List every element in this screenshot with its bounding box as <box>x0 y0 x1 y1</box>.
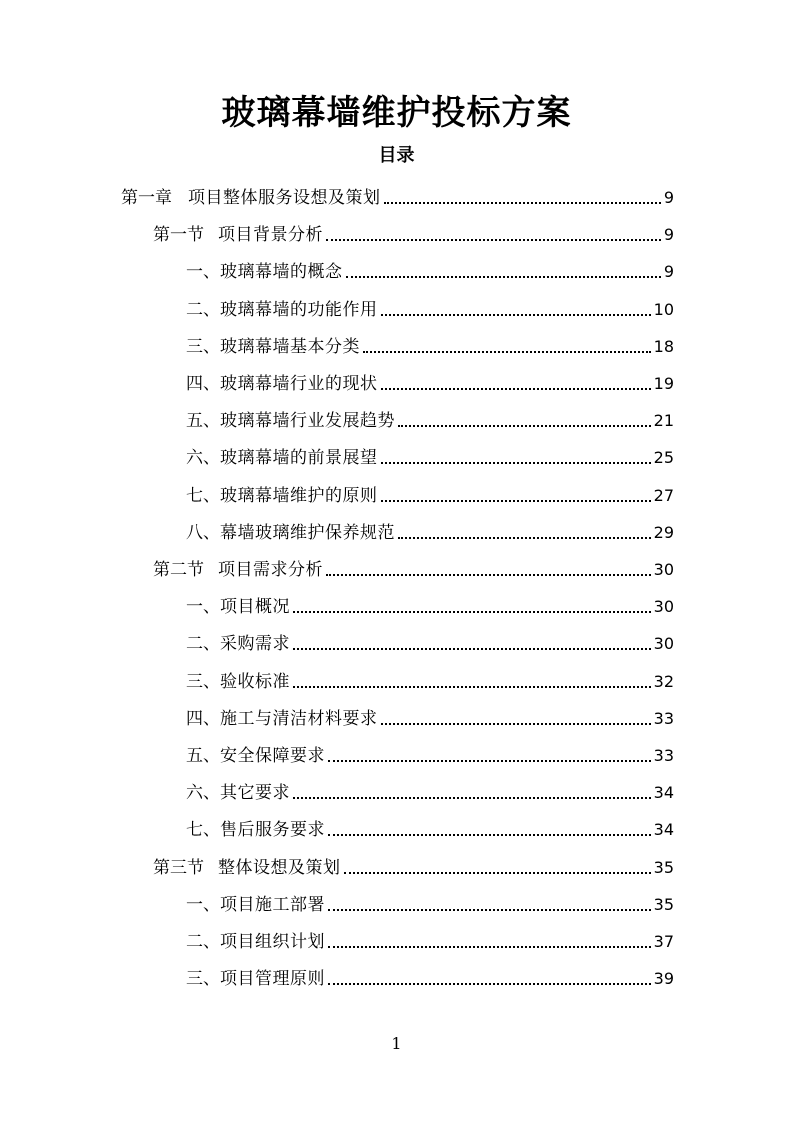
toc-entry-title: 验收标准 <box>220 671 290 692</box>
toc-entry-number: 二、 <box>186 299 220 320</box>
toc-entry-number: 四、 <box>186 708 220 729</box>
toc-entry[interactable] <box>186 594 674 620</box>
toc-dot-leader <box>381 388 651 390</box>
document-title: 玻璃幕墙维护投标方案 <box>221 93 572 133</box>
toc-entry-page: 9 <box>663 188 674 207</box>
toc-entry-title: 项目背景分析 <box>218 225 323 246</box>
toc-entry-number: 三、 <box>186 671 220 692</box>
toc-entry-page: 34 <box>653 783 674 803</box>
toc-dot-leader <box>293 648 651 650</box>
toc-dot-leader <box>381 314 651 316</box>
toc-entry-title: 玻璃幕墙的功能作用 <box>220 299 378 320</box>
toc-entry-title: 玻璃幕墙行业的现状 <box>220 374 378 394</box>
toc-entry-number: 七、 <box>186 485 220 506</box>
toc-entry-title: 项目整体服务设想及策划 <box>188 188 381 208</box>
toc-entry-title: 项目管理原则 <box>220 969 325 990</box>
toc-entry-number: 第三节 <box>153 857 204 878</box>
toc-entry-page: 35 <box>653 894 674 914</box>
toc-dot-leader <box>293 797 651 799</box>
toc-entry[interactable] <box>186 743 674 769</box>
toc-entry-title: 施工与清洁材料要求 <box>220 708 378 729</box>
toc-entry-title: 采购需求 <box>220 634 290 655</box>
toc-dot-leader <box>328 946 651 948</box>
toc-entry-page: 9 <box>663 262 674 282</box>
toc-entry[interactable] <box>186 631 674 657</box>
toc-entry[interactable] <box>186 445 674 471</box>
toc-dot-leader <box>326 574 651 576</box>
toc-entry-page: 35 <box>653 857 674 877</box>
toc-entry-title: 售后服务要求 <box>220 820 325 841</box>
toc-entry[interactable] <box>186 408 674 434</box>
toc-dot-leader <box>328 909 651 911</box>
toc-entry-title: 项目施工部署 <box>220 894 325 915</box>
toc-entry-number: 第二节 <box>153 560 204 580</box>
toc-dot-leader <box>293 686 651 688</box>
page-number: 1 <box>391 1034 402 1053</box>
toc-entry-title: 其它要求 <box>220 783 290 804</box>
toc-entry-page: 30 <box>653 634 674 654</box>
toc-entry-page: 33 <box>653 708 674 728</box>
toc-entry[interactable] <box>153 222 674 248</box>
toc-entry-title: 玻璃幕墙的前景展望 <box>220 448 378 469</box>
toc-entry-page: 25 <box>653 448 674 468</box>
toc-entry-number: 一、 <box>186 262 220 283</box>
toc-entry[interactable] <box>186 371 674 397</box>
toc-entry[interactable] <box>186 259 674 285</box>
toc-entry-page: 39 <box>653 969 674 989</box>
toc-dot-leader <box>328 760 651 762</box>
toc-entry[interactable] <box>186 892 674 918</box>
toc-entry[interactable] <box>153 855 674 881</box>
toc-entry-number: 一、 <box>186 597 220 618</box>
toc-entry-page: 30 <box>653 597 674 617</box>
toc-entry-title: 项目需求分析 <box>218 560 323 580</box>
toc-entry-number: 八、 <box>186 522 220 543</box>
toc-entry-number: 三、 <box>186 969 220 990</box>
toc-dot-leader <box>398 537 651 539</box>
toc-entry-number: 四、 <box>186 374 220 394</box>
toc-entry-number: 五、 <box>186 746 220 766</box>
toc-entry-page: 30 <box>653 560 674 579</box>
toc-dot-leader <box>381 723 651 725</box>
toc-entry-page: 21 <box>653 411 674 431</box>
toc-entry-page: 18 <box>653 336 674 356</box>
toc-entry-title: 整体设想及策划 <box>218 857 341 878</box>
toc-entry-number: 五、 <box>186 411 220 432</box>
toc-entry-title: 玻璃幕墙行业发展趋势 <box>220 411 395 432</box>
toc-entry[interactable] <box>186 669 674 695</box>
toc-entry-number: 一、 <box>186 894 220 915</box>
toc-entry-title: 玻璃幕墙的概念 <box>220 262 343 283</box>
toc-entry-title: 幕墙玻璃维护保养规范 <box>220 522 395 543</box>
toc-entry-title: 玻璃幕墙维护的原则 <box>220 485 378 506</box>
toc-entry-number: 七、 <box>186 820 220 841</box>
toc-entry-number: 二、 <box>186 634 220 655</box>
toc-entry[interactable] <box>186 929 674 955</box>
toc-entry-number: 二、 <box>186 932 220 952</box>
toc-dot-leader <box>363 351 651 353</box>
toc-entry-number: 第一节 <box>153 225 204 246</box>
toc-entry[interactable] <box>121 185 674 211</box>
toc-dot-leader <box>381 462 651 464</box>
toc-entry-page: 19 <box>653 374 674 393</box>
toc-dot-leader <box>328 983 651 985</box>
toc-entry-page: 29 <box>653 522 674 542</box>
toc-dot-leader <box>346 276 661 278</box>
toc-heading: 目录 <box>378 145 415 166</box>
toc-entry-number: 第一章 <box>121 188 172 208</box>
toc-dot-leader <box>398 425 651 427</box>
toc-dot-leader <box>328 834 651 836</box>
toc-entry-title: 安全保障要求 <box>220 746 325 766</box>
toc-dot-leader <box>344 872 651 874</box>
toc-entry-number: 六、 <box>186 448 220 469</box>
toc-entry-page: 9 <box>663 225 674 245</box>
toc-entry-page: 27 <box>653 485 674 505</box>
toc-entry[interactable] <box>186 706 674 732</box>
toc-dot-leader <box>384 202 661 204</box>
toc-entry[interactable] <box>186 334 674 360</box>
toc-entry-page: 10 <box>653 299 674 319</box>
toc-entry-number: 六、 <box>186 783 220 804</box>
toc-entry[interactable] <box>186 966 674 992</box>
toc-entry-title: 项目组织计划 <box>220 932 325 952</box>
toc-entry-page: 34 <box>653 820 674 840</box>
toc-entry[interactable] <box>186 483 674 509</box>
toc-entry-title: 玻璃幕墙基本分类 <box>220 336 360 357</box>
toc-dot-leader <box>381 500 651 502</box>
toc-entry-number: 三、 <box>186 336 220 357</box>
toc-entry-page: 33 <box>653 746 674 765</box>
toc-entry[interactable] <box>186 817 674 843</box>
toc-dot-leader <box>326 239 661 241</box>
toc-dot-leader <box>293 611 651 613</box>
toc-entry[interactable] <box>186 297 674 323</box>
toc-entry[interactable] <box>153 557 674 583</box>
toc-entry-page: 32 <box>653 671 674 691</box>
toc-entry[interactable] <box>186 520 674 546</box>
toc-entry[interactable] <box>186 780 674 806</box>
toc-entry-page: 37 <box>653 932 674 951</box>
toc-entry-title: 项目概况 <box>220 597 290 618</box>
